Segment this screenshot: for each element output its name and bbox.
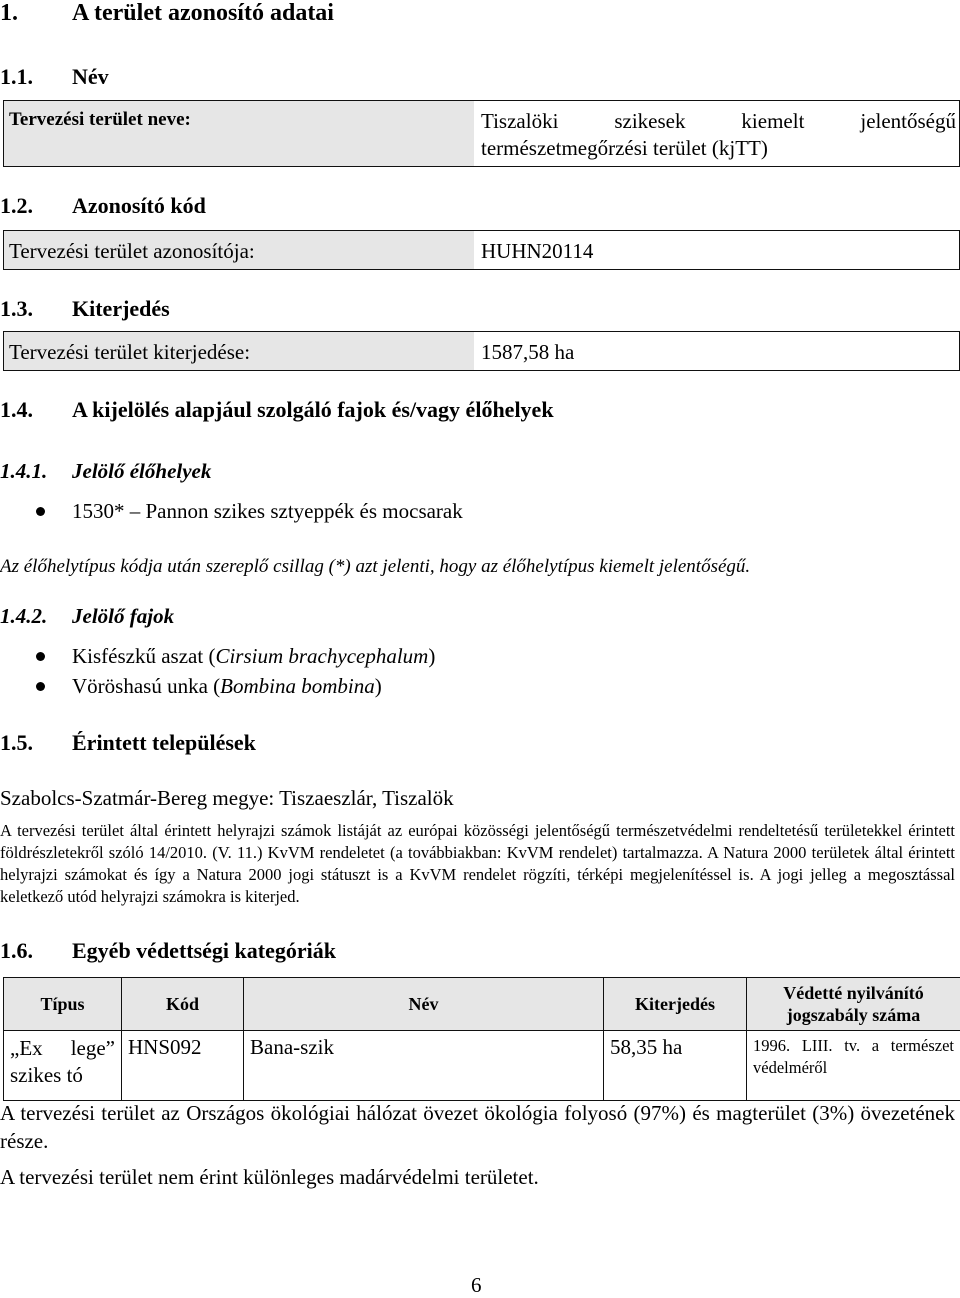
- bird-area-text: A tervezési terület nem érint különleges madárvédelmi területet.: [0, 1165, 539, 1189]
- section-number: 1.: [0, 0, 18, 26]
- id-value: HUHN20114: [481, 239, 594, 263]
- table-cell: 58,35 ha: [604, 1031, 747, 1101]
- table-cell: Bana-szik: [244, 1031, 604, 1101]
- column-header: Védetté nyilvánító jogszabály száma: [747, 978, 960, 1031]
- species-list-item: [0, 674, 960, 700]
- hrsz-paragraph: A tervezési terület által érintett helyrajzi számok listáját az európai közösségi jelentőségű természetvédelmi rendeltetésű területekkel érintett földrészletekről szóló 14/2010. (V. 11.) KvVM rendeletet (a továbbiakban: KvVM rendelet) tartalmazza. A Natura 2000 területek által érintett helyrajzi számokat és így a Natura 2000 jogi státuszt is a KvVM rendelet rögzíti, térképi megjelenítéssel is. A jogi jelleg a megosztással keletkező utód helyrajzi számokra is kiterjed.: [0, 821, 955, 906]
- section-number: 1.4.: [0, 397, 33, 422]
- section-1-4-2-heading: [0, 604, 960, 630]
- area-value: 1587,58 ha: [481, 340, 575, 364]
- table-cell: 1996. LIII. tv. a természet védelméről: [747, 1031, 960, 1101]
- table-row: [4, 1031, 960, 1101]
- section-title: Jelölő fajok: [72, 604, 175, 628]
- section-1-4-heading: [0, 397, 960, 425]
- habitat-text: 1530* – Pannon szikes sztyeppék és mocsarak: [72, 499, 463, 523]
- section-title: Érintett települések: [72, 730, 256, 755]
- habitat-note: Az élőhelytípus kódja után szereplő csillag (*) azt jelenti, hogy az élőhelytípus kiemelt jelentőségű.: [0, 556, 751, 577]
- section-title: A terület azonosító adatai: [72, 0, 334, 26]
- section-title: Jelölő élőhelyek: [72, 459, 212, 483]
- species-text: Vöröshasú unka (Bombina bombina): [72, 674, 382, 698]
- bullet-icon: [36, 652, 45, 661]
- section-number: 1.2.: [0, 193, 33, 218]
- name-box: [3, 100, 960, 167]
- bullet-icon: [36, 507, 45, 516]
- name-label: Tervezési terület neve:: [9, 109, 191, 130]
- section-number: 1.4.2.: [0, 604, 48, 628]
- section-number: 1.4.1.: [0, 459, 48, 483]
- bullet-icon: [36, 682, 45, 691]
- section-1-1-heading: [0, 64, 960, 92]
- section-title: Egyéb védettségi kategóriák: [72, 938, 336, 963]
- table-header-row: [4, 978, 960, 1031]
- section-number: 1.3.: [0, 296, 33, 321]
- id-box: [3, 230, 960, 270]
- section-title: Azonosító kód: [72, 193, 206, 218]
- section-1-4-1-heading: [0, 459, 960, 485]
- section-title: Kiterjedés: [72, 296, 170, 321]
- species-text: Kisfészkű aszat (Cirsium brachycephalum): [72, 644, 436, 668]
- column-header: Kód: [122, 978, 244, 1031]
- column-header: Kiterjedés: [604, 978, 747, 1031]
- table-cell: „Ex lege” szikes tó: [4, 1031, 122, 1101]
- section-1-6-heading: [0, 938, 960, 966]
- area-label: Tervezési terület kiterjedése:: [9, 340, 251, 364]
- ecological-network-text: A tervezési terület az Országos ökológiai hálózat övezet ökológia folyosó (97%) és magterület (3%) övezetének része.: [0, 1101, 955, 1153]
- column-header: Név: [244, 978, 604, 1031]
- section-1-3-heading: [0, 296, 960, 324]
- settlements-text: Szabolcs-Szatmár-Bereg megye: Tiszaeszlár, Tiszalök: [0, 786, 454, 810]
- area-box: [3, 331, 960, 371]
- name-value-line1: Tiszalöki szikesek kiemelt jelentőségű: [481, 109, 956, 133]
- section-1-heading: [0, 0, 960, 30]
- id-label: Tervezési terület azonosítója:: [9, 239, 255, 263]
- habitat-list-item: [0, 499, 960, 525]
- section-title: A kijelölés alapjául szolgáló fajok és/vagy élőhelyek: [72, 397, 554, 422]
- protection-table: [3, 977, 960, 1101]
- section-1-2-heading: [0, 193, 960, 221]
- section-number: 1.5.: [0, 730, 33, 755]
- section-title: Név: [72, 64, 109, 89]
- species-list-item: [0, 644, 960, 670]
- section-number: 1.1.: [0, 64, 33, 89]
- table-cell: HNS092: [122, 1031, 244, 1101]
- section-number: 1.6.: [0, 938, 33, 963]
- page-number: 6: [471, 1273, 482, 1297]
- column-header: Típus: [4, 978, 122, 1031]
- name-value-line2: természetmegőrzési terület (kjTT): [481, 136, 768, 160]
- section-1-5-heading: [0, 730, 960, 758]
